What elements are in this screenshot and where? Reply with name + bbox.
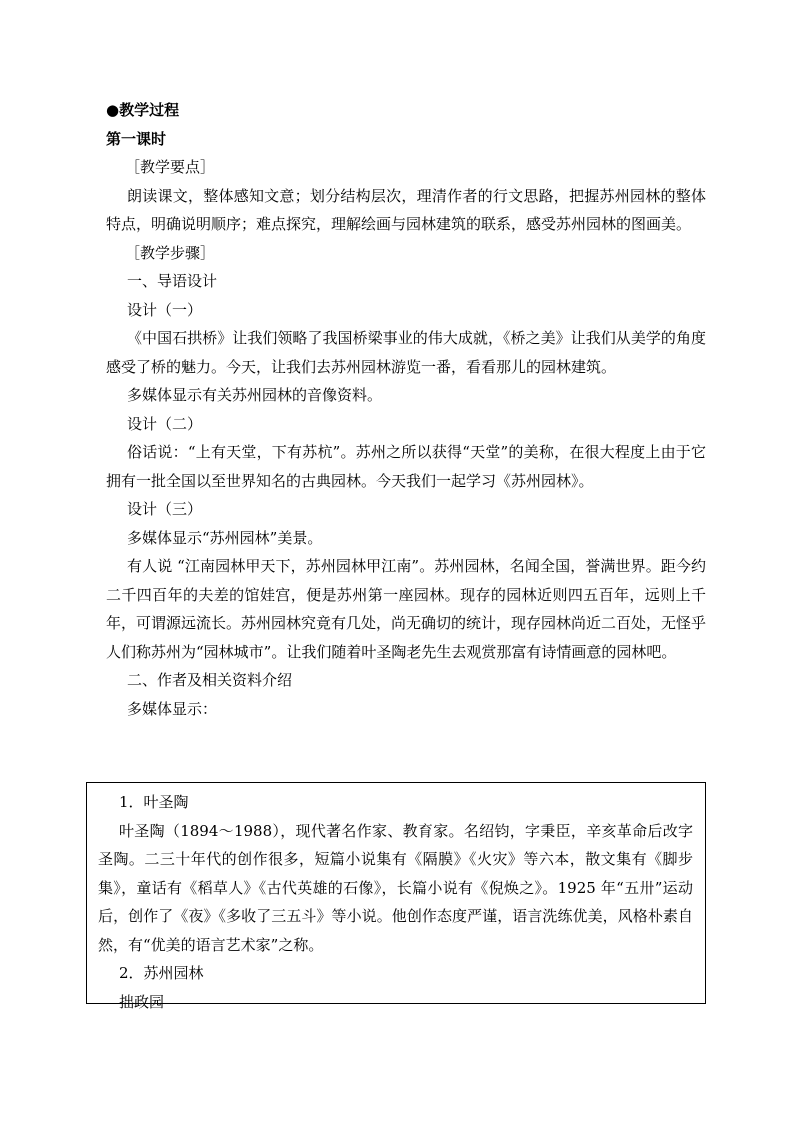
section-title-author-intro: 二、作者及相关资料介绍 xyxy=(127,671,293,689)
label-design-3: 设计（三） xyxy=(127,500,203,518)
paragraph-section-2-media: 多媒体显示： xyxy=(127,699,218,718)
media-display-box-content xyxy=(98,788,693,1016)
box-item-1-title: 1．叶圣陶 xyxy=(119,793,189,811)
media-display-box xyxy=(86,782,706,1011)
heading-teaching-process: ●教学过程 xyxy=(106,101,180,119)
paragraph-design-1-media: 多媒体显示有关苏州园林的音像资料。 xyxy=(127,386,383,404)
box-item-1-text: 叶圣陶（1894～1988），现代著名作家、教育家。名绍钧，字秉臣，辛亥革命后改字圣陶。二三十年代的创作很多，短篇小说集有《隔膜》《火灾》等六本，散文集有《脚步集》，童话有《稻草人》《古代英雄的石像》，长篇小说有《倪焕之》。1925 年“五卅”运动后，创作了《夜》《多收了三五斗》等小说。他创作态度严谨，语言洗练优美，风格朴素自然，有“优美的语言艺术家”之称。 xyxy=(98,821,693,954)
paragraph-design-3: 有人说 “江南园林甲天下，苏州园林甲江南”。苏州园林，名闻全国，誉满世界。距今约二千四百年的夫差的馆娃宫，便是苏州第一座园林。现存的园林近则四五百年，远则上千年，可谓源远流长。苏州园林究竟有几处，尚无确切的统计，现存园林尚近二百处，无怪乎人们称苏州为“园林城市”。让我们随着叶圣陶老先生去观赏那富有诗情画意的园林吧。 xyxy=(106,557,707,661)
paragraph-design-3-media: 多媒体显示“苏州园林”美景。 xyxy=(127,528,323,547)
label-teaching-steps: ［教学步骤］ xyxy=(125,243,216,262)
paragraph-design-2: 俗话说：“上有天堂，下有苏杭”。苏州之所以获得“天堂”的美称，在很大程度上由于它拥有一批全国以至世界知名的古典园林。今天我们一起学习《苏州园林》。 xyxy=(106,443,706,490)
paragraph-key-points: 朗读课文，整体感知文意；划分结构层次，理清作者的行文思路，把握苏州园林的整体特点，明确说明顺序；难点探究，理解绘画与园林建筑的联系，感受苏州园林的图画美。 xyxy=(106,186,706,233)
main-content xyxy=(106,96,706,723)
section-title-intro-design: 一、导语设计 xyxy=(127,272,218,290)
label-key-points: ［教学要点］ xyxy=(125,158,216,176)
box-item-2-subtitle: 拙政园 xyxy=(119,992,165,1011)
box-item-2-title: 2．苏州园林 xyxy=(119,964,204,982)
label-design-1: 设计（一） xyxy=(127,300,203,319)
paragraph-design-1: 《中国石拱桥》让我们领略了我国桥梁事业的伟大成就，《桥之美》让我们从美学的角度感受了桥的魅力。今天，让我们去苏州园林游览一番，看看那儿的园林建筑。 xyxy=(106,329,706,376)
label-design-2: 设计（二） xyxy=(127,414,203,433)
heading-first-lesson: 第一课时 xyxy=(106,129,167,148)
